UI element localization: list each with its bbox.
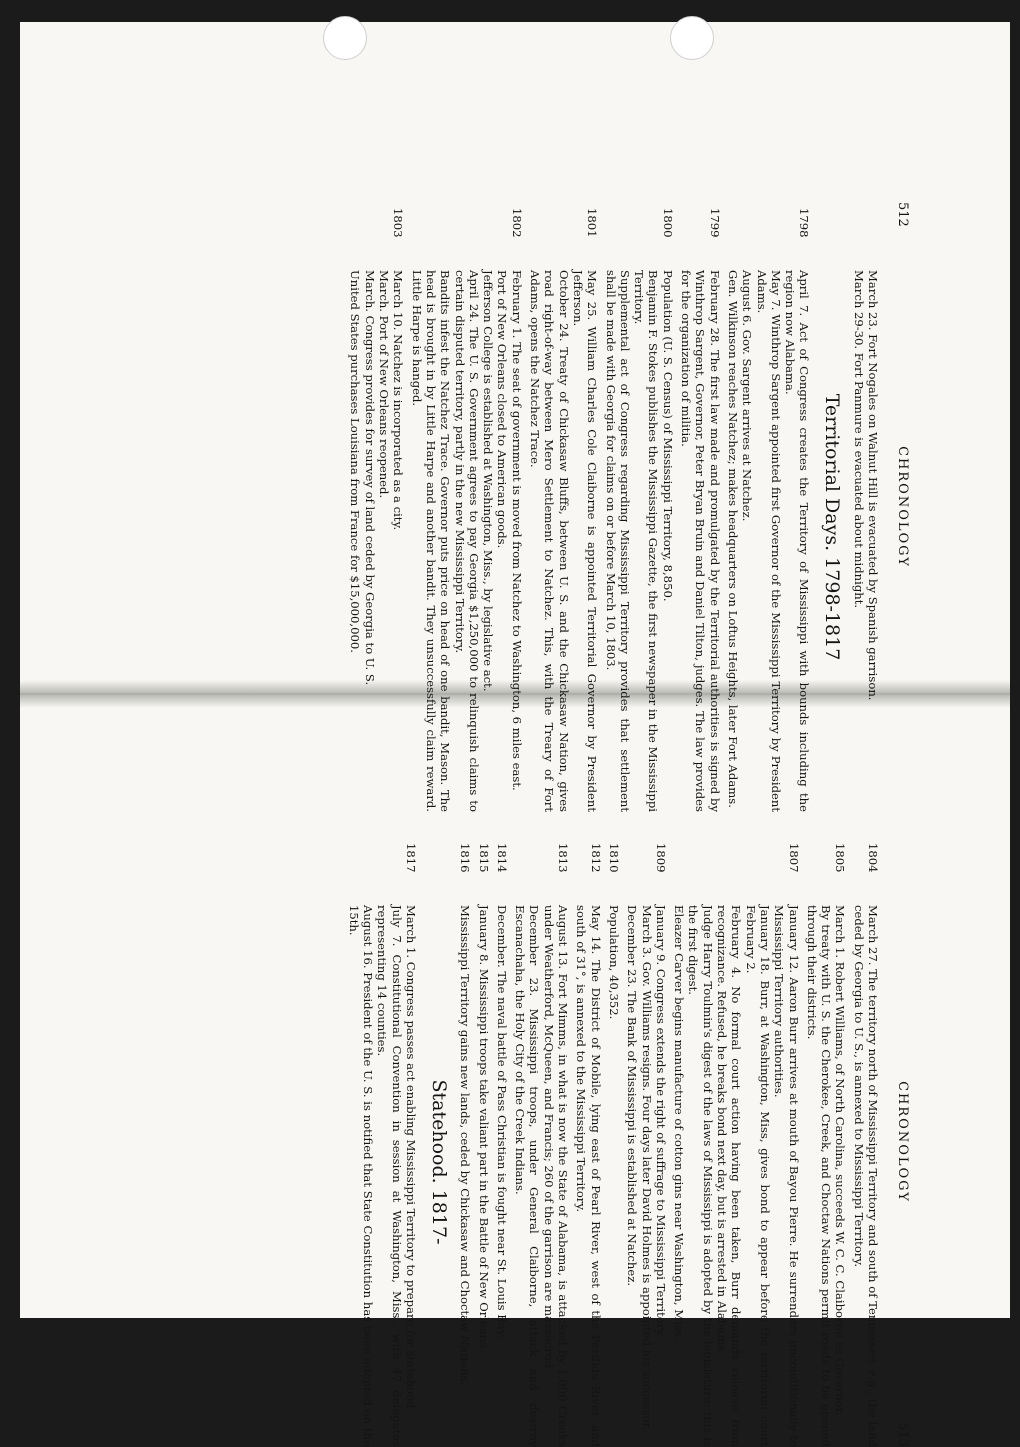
chronology-entry <box>679 202 722 812</box>
entry-text: Supplemental act of Congress regarding Mississippi Territory provides that settlement shall be made with Georgia for claims on or before March 10, 1803. <box>603 270 632 812</box>
entry-year: 1809 <box>653 843 668 873</box>
entry-year: 1817 <box>403 843 418 873</box>
entry-text: January 12. Aaron Burr arrives at mouth of Bayou Pierre. He surrenders unconditionally to Mississippi Territory authorities. <box>772 905 801 1447</box>
entry-text: December 23. Mississippi troops, under General Claiborne, attack and destroy Escanachaha, the Holy City of the Creek Indians. <box>513 905 542 1447</box>
entry-text: Mississippi Territory gains new lands, ceded by Chickasaw and Choctaw Nations. <box>458 905 473 1386</box>
entry-year: 1804 <box>866 843 880 873</box>
entry-text: April 7. Act of Congress creates the Territory of Mississippi with bounds including the region now Alabama. <box>783 270 812 812</box>
entry-text: Benjamin F. Stokes publishes the Mississippi Gazette, the first newspaper in the Mississippi Territory. <box>632 270 661 812</box>
entry-text: October 24. Treaty of Chickasaw Bluffs, between U. S. and the Chickasaw Nation, gives road right-of-way between Mero Settlement to Natchez. This, with the Treary of Fort Adams, opens the Natchez Trace. <box>528 270 571 812</box>
entry-text: Jefferson College is established at Washington, Miss., by legislative act. <box>481 270 496 692</box>
entry-text: May 7. Winthrop Sargent appointed first Governor of the Mississippi Territory by President Adams. <box>754 270 783 812</box>
chronology-entry <box>672 837 801 1447</box>
chronology-entry <box>476 837 490 1447</box>
entry-text: Bandits infest the Natchez Trace. Governor puts price on head of one bandit, Mason. The head is brought in by Little Harpe and another bandit. They unsuccessfully claim reward. Little Harpe is hanged. <box>409 270 453 812</box>
entry-text: Gen. Wilkinson reaches Natchez; makes headquarters on Loftus Heights, later Fort Adams. <box>725 270 740 808</box>
chronology-entry <box>607 837 621 1447</box>
entry-text: May 25. William Charles Cole Claiborne is appointed Territorial Governor by President Jefferson. <box>570 270 600 812</box>
entry-text: July 7. Constitutional Convention in session at Washington, Miss., with 47 delegates representing 14 counties. <box>375 905 404 1447</box>
entry-text: March 27. The territory north of Mississippi Territory and south of Tennessee, e.g., the land ceded by Georgia to U. S., is annexed to Mississippi Territory. <box>851 905 880 1447</box>
entry-text: December. The naval battle of Pass Christian is fought near St. Louis Bay. <box>494 905 509 1339</box>
chronology-entry <box>805 837 848 1447</box>
scanned-document <box>20 22 1010 1447</box>
entry-year: 1803 <box>391 208 406 238</box>
entry-year: 1799 <box>707 208 722 238</box>
chronology-entry <box>625 837 668 1447</box>
entry-text: March. Congress provides for survey of land ceded by Georgia to U. S. <box>362 270 377 686</box>
entry-text: March 3. Gov. Williams resigns. Four days later David Holmes is appointed his successor. <box>639 905 654 1431</box>
entry-text: February 4. No formal court action having been taken, Burr demands release from recognizance. Refused, he breaks bond next day, but is arrested in Alabama. <box>715 905 744 1447</box>
entry-year: 1807 <box>786 843 801 873</box>
page-513 <box>30 837 910 1447</box>
page-number: 513 <box>895 1422 910 1447</box>
entry-year: 1802 <box>509 208 524 238</box>
chronology-entry <box>574 837 603 1447</box>
entry-text: March 1. Congress passes act enabling Mississippi Territory to prepare for statehood. <box>403 905 418 1413</box>
page-512 <box>30 202 910 812</box>
entry-text: August 6. Gov. Sargent arrives at Natchez. <box>740 270 755 522</box>
chronology-entry <box>603 202 674 812</box>
entry-text: February 1. The seat of government is moved from Natchez to Washington, 6 miles east. <box>509 270 524 791</box>
entry-year: 1801 <box>585 208 600 238</box>
entry-year: 1815 <box>476 843 491 873</box>
entry-text: May 14. The District of Mobile, lying east of Pearl River, west of the Perdido River, and south of 31°, is annexed to the Mississippi Territory. <box>574 905 603 1447</box>
entry-year: 1805 <box>833 843 848 873</box>
chronology-entry <box>409 202 523 812</box>
entry-text: February 28. The first law made and promulgated by the Territorial authorities is signed by Winthrop Sargent, Governor, Peter Bryan Bruin and Daniel Tilton, judges. The law provides for the organization of militia. <box>679 270 722 812</box>
entry-year: 1810 <box>606 843 621 873</box>
entry-year: 1813 <box>556 843 571 873</box>
punch-hole <box>670 16 714 60</box>
entry-text: January 18. Burr, at Washington, Miss, gives bond to appear before the territorial court February 2. <box>743 905 772 1447</box>
chronology-entry <box>347 837 418 1447</box>
entry-text: United States purchases Louisiana from France for $15,000,000. <box>348 270 363 653</box>
entry-text: January 8. Mississippi troops take valiant part in the Battle of New Orleans. <box>476 905 491 1352</box>
entry-text: Population, 40,352. <box>606 905 621 1020</box>
entry-text: March 1. Robert Williams, of North Carolina, succeeds W. C. C. Claiborne as Governor. <box>833 905 848 1416</box>
entry-text: March 23. Fort Nogales on Walnut Hill is evacuated by Spanish garrison. <box>866 270 880 701</box>
chronology-entry <box>495 837 509 1447</box>
entry-text: By treaty with U. S. the Cherokee, Creek, and Choctaw Nations permit roads to be opened through their districts. <box>804 905 834 1447</box>
entry-text: August 16. President of the U. S. is notified that State Constitution has been adopted on the 15th. <box>346 905 376 1447</box>
page-number: 512 <box>895 202 910 227</box>
entry-text: March 29-30. Fort Panmure is evacuated about midnight. <box>851 270 866 609</box>
entry-text: April 24. The U. S. Government agrees to pay Georgia $1,250,000 to relinquish claims to certain disputed territory, partly in the new Mississippi Territory. <box>452 270 481 812</box>
entry-year: 1798 <box>797 208 812 238</box>
running-head-title: CHRONOLOGY <box>895 446 910 568</box>
entry-text: Judge Harry Toulmin's digest of the laws of Mississippi is adopted by the legislature; this is the first digest. <box>686 905 715 1447</box>
entry-year <box>851 202 880 270</box>
entry-text: January 9. Congress extends the right of suffrage to Mississippi Territory. <box>653 905 668 1339</box>
entry-year: 1816 <box>458 843 473 873</box>
chronology-entry <box>851 202 880 812</box>
chronology-entry <box>513 837 570 1447</box>
section-title: Statehood. 1817- <box>427 1079 450 1245</box>
chronology-entry <box>458 837 472 1447</box>
entry-text: December 23. The Bank of Mississippi is established at Natchez. <box>625 905 640 1287</box>
chronology-entry <box>726 202 812 812</box>
entry-year: 1812 <box>588 843 603 873</box>
entry-text: August 13. Fort Mimms, in what is now the State of Alabama, is attacked by 1,000 Creeks under Weatherford, McQueen, and Francis; 260 of the garrison are massacred. <box>541 905 571 1447</box>
punch-hole <box>323 16 367 60</box>
entry-year: 1800 <box>660 208 675 238</box>
running-head-title: CHRONOLOGY <box>895 1081 910 1203</box>
running-header <box>884 202 910 812</box>
entry-year: 1814 <box>494 843 509 873</box>
entry-text: March 10. Natchez is incorporated as a city. <box>391 270 406 531</box>
chronology-entry <box>348 202 405 812</box>
entry-text: Population (U. S. Census) of Mississippi Territory, 8,850. <box>660 270 675 602</box>
entry-text: Eleazer Carver begins manufacture of cotton gins near Washington, Miss. <box>672 905 687 1341</box>
entry-text: Port of New Orleans closed to American goods. <box>495 270 510 549</box>
entry-text: March. Port of New Orleans reopened. <box>377 270 392 499</box>
chronology-entry <box>528 202 599 812</box>
section-title: Territorial Days. 1798-1817 <box>821 393 844 661</box>
running-header <box>884 837 910 1447</box>
chronology-entry <box>851 837 880 1447</box>
